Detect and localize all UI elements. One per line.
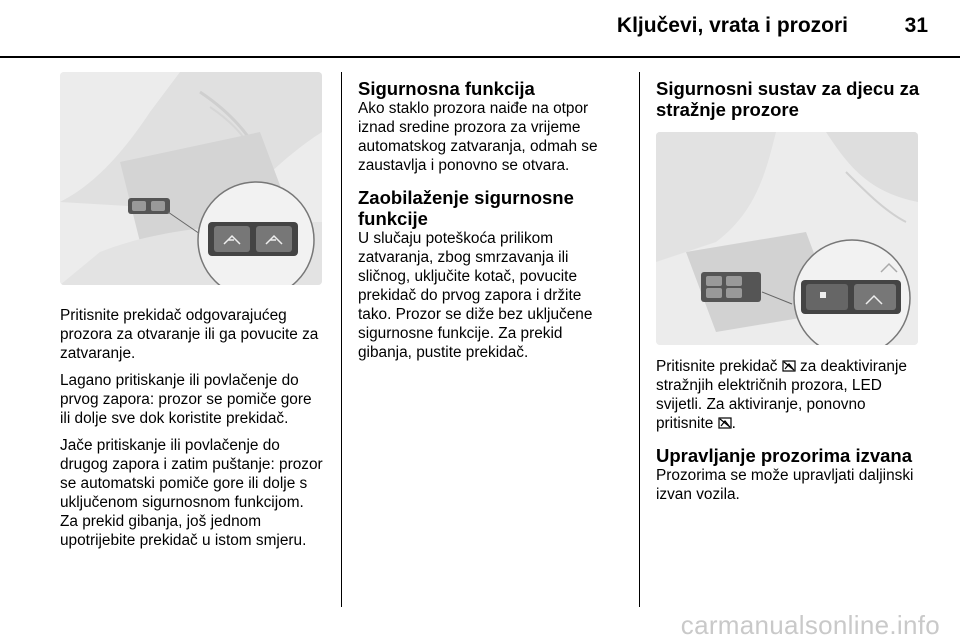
header-rule [0, 56, 960, 58]
section-heading: Zaobilaženje sigurnosne funkcije [358, 187, 574, 229]
window-switch-illustration [60, 72, 322, 285]
paragraph: Pritisnite prekidač odgovarajućeg prozora za otvaranje ili ga povucite za zatvaranje. [60, 307, 319, 362]
child-lock-icon [782, 360, 796, 372]
paragraph: Lagano pritiskanje ili povlačenje do prvog zapora: prozor se pomiče gore ili dolje sve dok koristite prekidač. [60, 372, 312, 427]
paragraph-text: . [731, 415, 736, 432]
paragraph: U slučaju poteškoća prilikom zatvaranja, zbog smrzavanja ili sličnog, uključite kotač, povucite prekidač do prvog zapora i držite tako. Prozor se diže bez uključene sigurnosne funkcije. Za prekid gibanja, pustite prekidač. [358, 230, 593, 361]
paragraph: Ako staklo prozora naiđe na otpor iznad sredine prozora za vrijeme automatskog zatvaranja, odmah se zaustavlja i ponovno se otvara. [358, 100, 598, 174]
column-middle [358, 72, 616, 370]
page-number: 31 [904, 14, 928, 37]
paragraph: Prozorima se može upravljati daljinski izvan vozila. [656, 467, 914, 503]
section-heading: Sigurnosna funkcija [358, 78, 535, 99]
paragraph-text: Pritisnite prekidač [656, 358, 778, 375]
child-lock-icon [718, 417, 732, 429]
section-heading: Upravljanje prozorima izvana [656, 445, 913, 466]
child-lock-switch-illustration [656, 132, 918, 345]
column-divider [341, 72, 342, 607]
paragraph [656, 357, 924, 433]
paragraph-text: za deaktiviranje stražnjih električnih prozora, LED svijetli. Za aktiviranje, ponovno pritisnite [656, 358, 907, 432]
page-header-title: Ključevi, vrata i prozori [616, 14, 848, 37]
paragraph: Jače pritiskanje ili povlačenje do drugog zapora i zatim puštanje: prozor se automatski pomiče gore ili dolje s uključenom sigurnosnom funkcijom. Za prekid gibanja, još jednom upotrijebite prekidač u istom smjeru. [60, 437, 323, 549]
column-right [656, 72, 924, 512]
section-heading: Sigurnosni sustav za djecu za stražnje prozore [656, 78, 920, 120]
watermark: carmanualsonline.info [680, 610, 940, 640]
column-left [60, 72, 325, 558]
column-divider [639, 72, 640, 607]
